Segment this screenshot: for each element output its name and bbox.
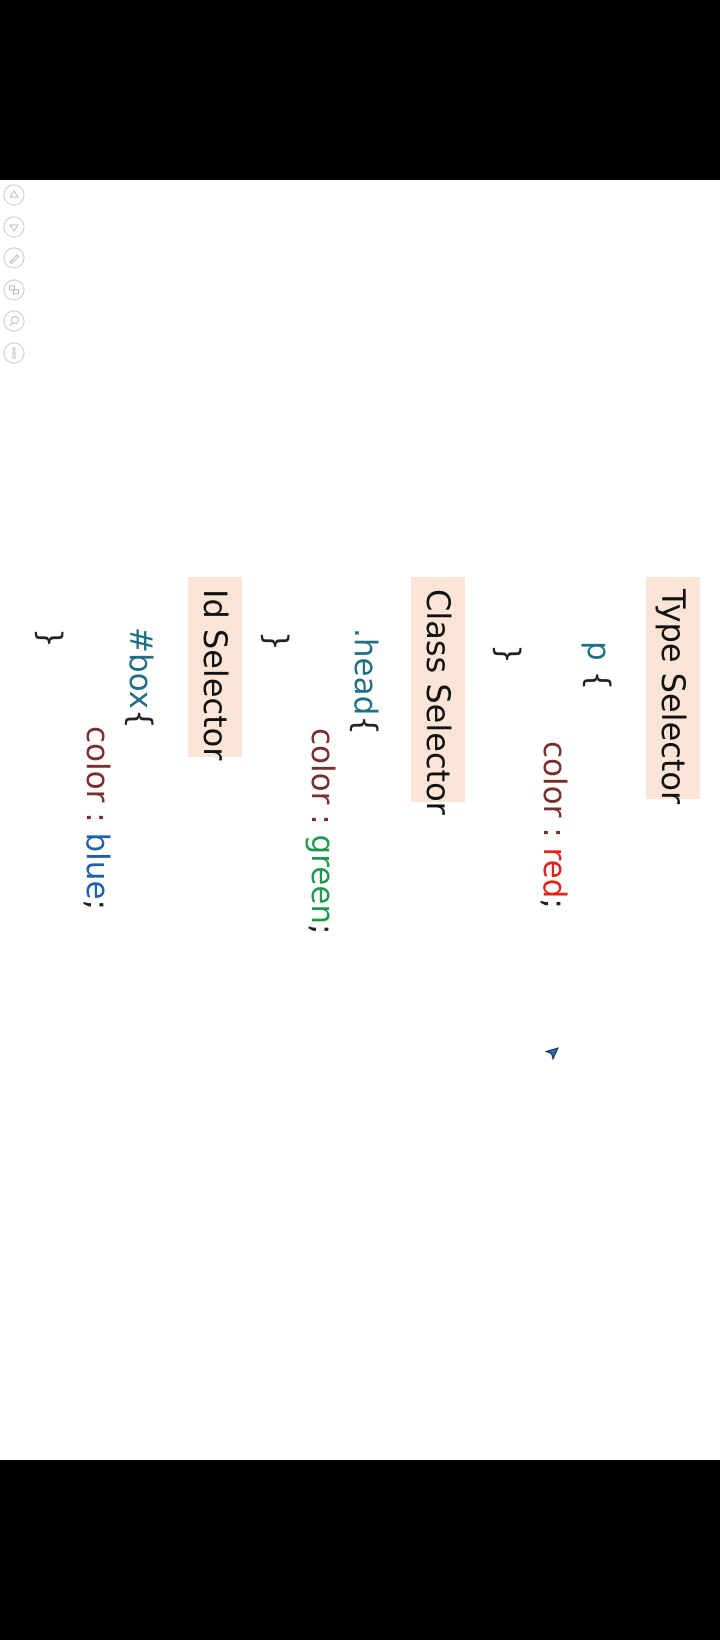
type-selector-close-brace: } <box>490 644 526 664</box>
id-selector-close-brace: } <box>32 628 68 648</box>
type-selector-name: p <box>580 641 616 661</box>
type-selector-value: red <box>536 847 572 899</box>
rotated-slide-content <box>0 180 720 1460</box>
id-selector-rule-open <box>120 627 160 729</box>
cursor-pointer-icon <box>545 1047 559 1061</box>
type-selector-declaration <box>534 741 574 909</box>
class-selector-declaration <box>302 728 342 935</box>
class-selector-name: .head <box>347 628 383 716</box>
id-selector-property: color : <box>79 726 115 833</box>
id-selector-heading: Id Selector <box>188 577 242 757</box>
type-selector-heading: Type Selector <box>646 577 700 799</box>
class-selector-close-brace: } <box>258 631 294 651</box>
slide-canvas <box>0 180 720 1460</box>
type-selector-open-brace: { <box>580 660 616 691</box>
class-selector-heading: Class Selector <box>411 577 465 802</box>
id-selector-semicolon: ; <box>79 899 115 910</box>
type-selector-semicolon: ; <box>536 898 572 909</box>
class-selector-semicolon: ; <box>304 924 340 935</box>
class-selector-value: green <box>304 834 340 925</box>
type-selector-rule-open <box>578 641 618 690</box>
id-selector-open-brace: { <box>122 709 158 729</box>
class-selector-open-brace: { <box>347 715 383 735</box>
type-selector-property: color : <box>536 741 572 848</box>
id-selector-value: blue <box>79 832 115 900</box>
id-selector-name: #box <box>122 627 158 710</box>
class-selector-rule-open <box>345 628 385 735</box>
class-selector-property: color : <box>304 728 340 835</box>
id-selector-declaration <box>77 726 117 910</box>
